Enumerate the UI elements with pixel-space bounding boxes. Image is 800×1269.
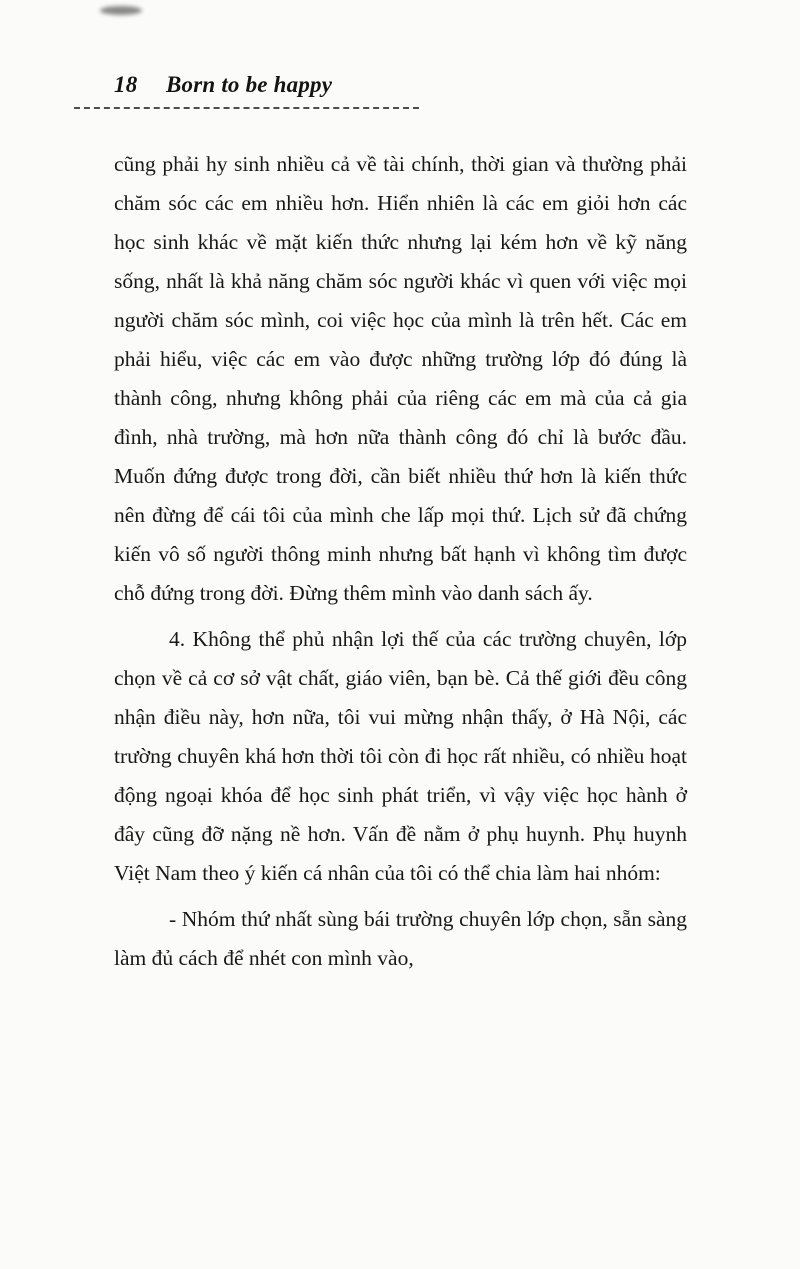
page-header bbox=[114, 72, 687, 109]
paragraph-point-4: 4. Không thể phủ nhận lợi thế của các trường chuyên, lớp chọn về cả cơ sở vật chất, giáo viên, bạn bè. Cả thế giới đều công nhận điều này, hơn nữa, tôi vui mừng nhận thấy, ở Hà Nội, các trường chuyên khá hơn thời tôi còn đi học rất nhiều, có nhiều hoạt động ngoại khóa để học sinh phát triển, vì vậy việc học hành ở đây cũng đỡ nặng nề hơn. Vấn đề nằm ở phụ huynh. Phụ huynh Việt Nam theo ý kiến cá nhân của tôi có thể chia làm hai nhóm: bbox=[114, 627, 687, 885]
header-divider bbox=[74, 107, 419, 109]
book-title: Born to be happy bbox=[166, 72, 333, 97]
paragraph-continuation: cũng phải hy sinh nhiều cả về tài chính, thời gian và thường phải chăm sóc các em nhiều hơn. Hiển nhiên là các em giỏi hơn các học sinh khác về mặt kiến thức nhưng lại kém hơn về kỹ năng sống, nhất là khả năng chăm sóc người khác vì quen với việc mọi người chăm sóc mình, coi việc học của mình là trên hết. Các em phải hiểu, việc các em vào được những trường lớp đó đúng là thành công, nhưng không phải của riêng các em mà của cả gia đình, nhà trường, mà hơn nữa thành công đó chỉ là bước đầu. Muốn đứng được trong đời, cần biết nhiều thứ hơn là kiến thức nên đừng để cái tôi của mình che lấp mọi thứ. Lịch sử đã chứng kiến vô số người thông minh nhưng bất hạnh vì không tìm được chỗ đứng trong đời. Đừng thêm mình vào danh sách ấy. bbox=[114, 152, 687, 605]
page-body bbox=[114, 145, 687, 978]
running-head bbox=[114, 72, 687, 98]
scan-artifact bbox=[100, 6, 142, 15]
paragraph-group-one: - Nhóm thứ nhất sùng bái trường chuyên lớp chọn, sẵn sàng làm đủ cách để nhét con mình vào, bbox=[114, 907, 687, 970]
page-number: 18 bbox=[114, 72, 138, 97]
